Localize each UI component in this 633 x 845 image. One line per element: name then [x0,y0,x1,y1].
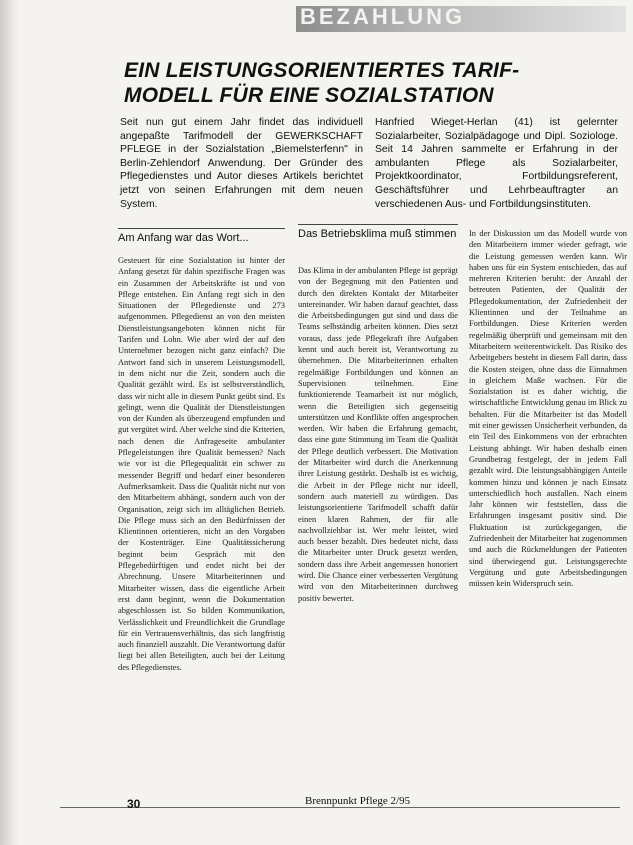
publication-source: Brennpunkt Pflege 2/95 [305,795,411,807]
column-3-text: In der Diskussion um das Modell wurde von den Mitarbeitern immer wieder gefragt, wie die Leistung gemessen werden kann. Wir haben uns für ein System entschieden, das auf mehreren Kriterien beruht: der Anzahl der betreuten Patienten, der Qualität der Pflegedokumentation, der Zufriedenheit der Klientinnen und der Teilnahme an Fortbildungen. Diese Kriterien werden regelmäßig überprüft und gemeinsam mit den Mitarbeitern weiterentwickelt. Das Risiko des Arbeitgebers besteht in diesem Fall darin, dass die Kosten steigen, ohne dass die Einnahmen in gleichem Maße wachsen. Für die Sozialstation ist es daher wichtig, die wirtschaftliche Entwicklung genau im Blick zu behalten. Für die Mitarbeiter ist das Modell mit einer gewissen Unsicherheit verbunden, da ein Teil des Einkommens von der erbrachten Leistung abhängt. Wir haben deshalb einen Grundbetrag festgelegt, der in jedem Fall gezahlt wird. Die leistungsabhängigen Anteile kommen hinzu und können je nach Einsatz unterschiedlich hoch ausfallen. Nach einem Jahr können wir feststellen, dass die Erfahrungen insgesamt positiv sind. Die Fluktuation ist zurückgegangen, die Zufriedenheit der Mitarbeiter hat zugenommen und auch die Rückmeldungen der Patienten sind überwiegend gut. Leistungsgerechte Vergütung und gute Arbeitsbedingungen müssen kein Widerspruch sein. [469,229,627,589]
column-2-rule [298,224,458,225]
column-2-body [298,265,458,604]
article-headline: EIN LEISTUNGSORIENTIERTES TARIF-MODELL FÜR EINE SOZIALSTATION [124,59,520,107]
column-2-text: Das Klima in der ambulanten Pflege ist geprägt von der Begegnung mit den Patienten und durch den direkten Kontakt der Mitarbeiter untereinander. Wir haben darauf geachtet, dass die Arbeitsbedingungen gut sind und dass die Teams selbständig arbeiten können. Dies setzt voraus, dass jede Pflegekraft ihre Aufgaben kennt und auch bereit ist, Verantwortung zu übernehmen. Die Mitarbeiterinnen erhalten regelmäßige Fortbildungen und können an Supervisionen teilnehmen. Eine funktionierende Teamarbeit ist nur möglich, wenn die Beteiligten sich gegenseitig unterstützen und Konflikte offen angesprochen werden. Wir haben die Erfahrung gemacht, dass eine gute Stimmung im Team die Qualität der Pflege deutlich verbessert. Die Motivation der Mitarbeiter wird durch die Anerkennung ihrer Leistung gestärkt. Deshalb ist es wichtig, die Arbeit in der Pflege nicht nur ideell, sondern auch materiell zu würdigen. Das leistungsorientierte Tarifmodell schafft dafür einen klaren Rahmen, der für alle nachvollziehbar ist. Wer mehr leistet, wird auch besser bezahlt. Dies bedeutet nicht, dass die Mitarbeiter unter Druck gesetzt werden, sondern dass ihre Arbeit angemessen honoriert wird. Die Chance einer verbesserten Vergütung wird von den Mitarbeiterinnen durchweg positiv bewertet. [298,266,458,603]
scan-edge-shadow [0,0,18,845]
footer-rule [60,807,620,808]
column-1-text: Gesteuert für eine Sozialstation ist hinter der Anfang gesetzt für dahin spezifische Fragen was ein Zusammen der Arbeitskräfte ist und von Pflege entstehen. Ein Anfang regt sich in den Situationen der Pflegedienste und 273 aufgenommen. Pflegedienst an von den meisten Dienstleistungsangeboten können nicht für Tarifen und Lohn. Wie aber wird der auf den Unternehmer bezogen nicht ganz einfach? Die Antwort fand sich in unserem Leistungsmodell, in dem nicht nur die Zeit, sondern auch die Qualität gezählt wird. Es ist selbstverständlich, dass wir nicht alle in diesem Punkt geübt sind. Es gelingt, wenn die Qualität der Dienstleistungen von der Kunden als überzeugend empfunden und gut vergütet wird. Aber welche sind die Kriterien, nach denen die Anfrageseite ambulanter Pflegeleistungen ihre Qualität bemessen? Nach wie vor ist die Pflegequalität ein schwer zu messender Begriff und bedarf einer besonderen Aufmerksamkeit. Dass die Qualität nicht nur von den Mitarbeitern abhängt, sondern auch von der Organisation, zeigt sich im alltäglichen Betrieb. Die Pflege muss sich an den Bedürfnissen der Klientinnen orientieren, nicht an den Vorgaben der Kostenträger. Eine Qualitätssicherung beginnt beim Gespräch mit den Pflegebedürftigen und endet nicht bei der Abrechnung. Unsere Mitarbeiterinnen und Mitarbeiter wissen, dass die eigentliche Arbeit erst dann beginnt, wenn die Dokumentation abgeschlossen ist. So bilden Kommunikation, Verlässlichkeit und Freundlichkeit die Grundlage für ein Vertrauensverhältnis, das sich langfristig auch finanziell auszahlt. Die Verantwortung dafür liegt bei allen Beteiligten, auch bei der Leitung des Pflegedienstes. [118,256,285,672]
page-number: 30 [127,797,141,811]
column-3-body [469,228,627,590]
author-bio: Hanfried Wieget-Herlan (41) ist gelernter Sozialarbeiter, Sozialpädagoge und Dipl. Soziologe. Seit 14 Jahren sammelte er Erfahrung in der ambulanten Pflege als Sozialarbeiter, Projektkoordinator, Fortbildungsreferent, Geschäftsführer und Lehrbeauftragter an verschiedenen Aus- und Fortbildungsinstituten. [375,117,618,210]
article-lead-intro: Seit nun gut einem Jahr findet das individuell angepaßte Tarifmodell der GEWERKSCHAFT PFLEGE in der Sozialstation „Biemelsterfenn" in Berlin-Zehlendorf Anwendung. Der Gründer des Pflegedienstes und Autor dieses Artikels berichtet jetzt von seinen Erfahrungen mit dem neuen System. [120,117,363,210]
column-1-body [118,255,285,673]
column-1-heading: Am Anfang war das Wort... [118,232,249,244]
column-1-rule [118,228,285,229]
column-2-heading: Das Betriebsklima muß stimmen [298,228,457,240]
section-label: BEZAHLUNG [300,4,466,29]
